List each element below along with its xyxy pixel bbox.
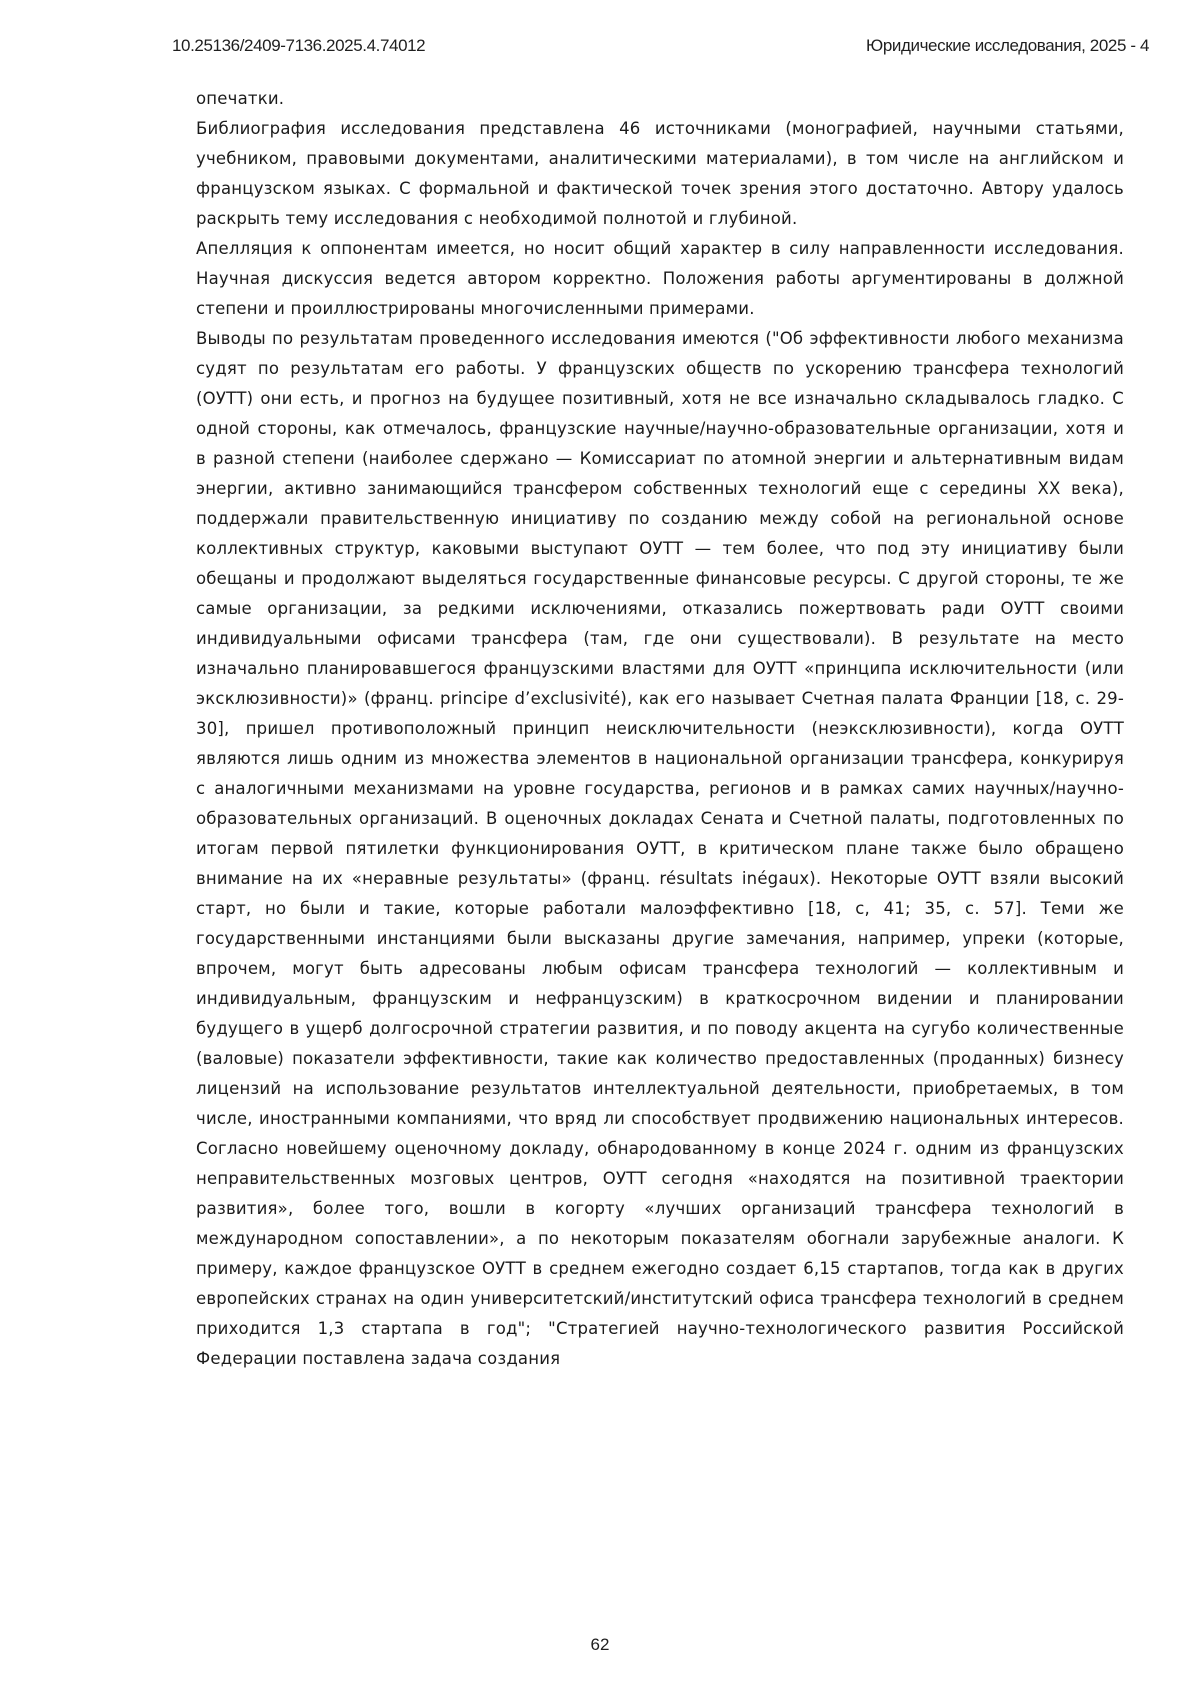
page-header (172, 36, 1149, 60)
paragraph-conclusions: Выводы по результатам проведенного исследования имеются ("Об эффективности любого механизма судят по результатам его работы. У французских обществ по ускорению трансфера технологий (ОУТТ) они есть, и прогноз на будущее позитивный, хотя не все изначально складывалось гладко. С одной стороны, как отмечалось, французские научные/научно-образовательные организации, хотя и в разной степени (наиболее сдержано — Комиссариат по атомной энергии и альтернативным видам энергии, активно занимающийся трансфером собственных технологий еще с середины XX века), поддержали правительственную инициативу по созданию между собой на региональной основе коллективных структур, каковыми выступают ОУТТ — тем более, что под эту инициативу были обещаны и продолжают выделяться государственные финансовые ресурсы. С другой стороны, те же самые организации, за редкими исключениями, отказались пожертвовать ради ОУТТ своими индивидуальными офисами трансфера (там, где они существовали). В результате на место изначально планировавшегося французскими властями для ОУТТ «принципа исключительности (или эксклюзивности)» (франц. principe d’exclusivité), как его называет Счетная палата Франции [18, с. 29-30], пришел противоположный принцип неисключительности (неэксклюзивности), когда ОУТТ являются лишь одним из множества элементов в национальной организации трансфера, конкурируя с аналогичными механизмами на уровне государства, регионов и в рамках самих научных/научно-образовательных организаций. В оценочных докладах Сената и Счетной палаты, подготовленных по итогам первой пятилетки функционирования ОУТТ, в критическом плане также было обращено внимание на их «неравные результаты» (франц. résultats inégaux). Некоторые ОУТТ взяли высокий старт, но были и такие, которые работали малоэффективно [18, с, 41; 35, с. 57]. Теми же государственными инстанциями были высказаны другие замечания, например, упреки (которые, впрочем, могут быть адресованы любым офисам трансфера технологий — коллективным и индивидуальным, французским и нефранцузским) в краткосрочном видении и планировании будущего в ущерб долгосрочной стратегии развития, и по поводу акцента на сугубо количественные (валовые) показатели эффективности, такие как количество предоставленных (проданных) бизнесу лицензий на использование результатов интеллектуальной деятельности, приобретаемых, в том числе, иностранными компаниями, что вряд ли способствует продвижению национальных интересов. Согласно новейшему оценочному докладу, обнародованному в конце 2024 г. одним из французских неправительственных мозговых центров, ОУТТ сегодня «находятся на позитивной траектории развития», более того, вошли в когорту «лучших организаций трансфера технологий в международном сопоставлении», а по некоторым показателям обогнали зарубежные аналоги. К примеру, каждое французское ОУТТ в среднем ежегодно создает 6,15 стартапов, тогда как в других европейских странах на один университетский/институтский офиса трансфера технологий в среднем приходится 1,3 стартапа в год"; "Стратегией научно-технологического развития Российской Федерации поставлена задача создания (196, 329, 1124, 1368)
journal-title: Юридические исследования, 2025 - 4 (866, 36, 1149, 55)
paragraph-bibliography: Библиография исследования представлена 46 источниками (монографией, научными статьями, учебником, правовыми документами, аналитическими материалами), в том числе на английском и французском языках. С формальной и фактической точек зрения этого достаточно. Автору удалось раскрыть тему исследования с необходимой полнотой и глубиной. (196, 119, 1124, 228)
paragraph-opponents: Апелляция к оппонентам имеется, но носит общий характер в силу направленности исследования. Научная дискуссия ведется автором корректно. Положения работы аргументированы в должной степени и проиллюстрированы многочисленными примерами. (196, 239, 1124, 318)
paragraph-typos: опечатки. (196, 89, 285, 108)
page-number: 62 (590, 1635, 610, 1654)
article-body (196, 84, 1124, 1374)
doi-label: 10.25136/2409-7136.2025.4.74012 (172, 36, 426, 55)
